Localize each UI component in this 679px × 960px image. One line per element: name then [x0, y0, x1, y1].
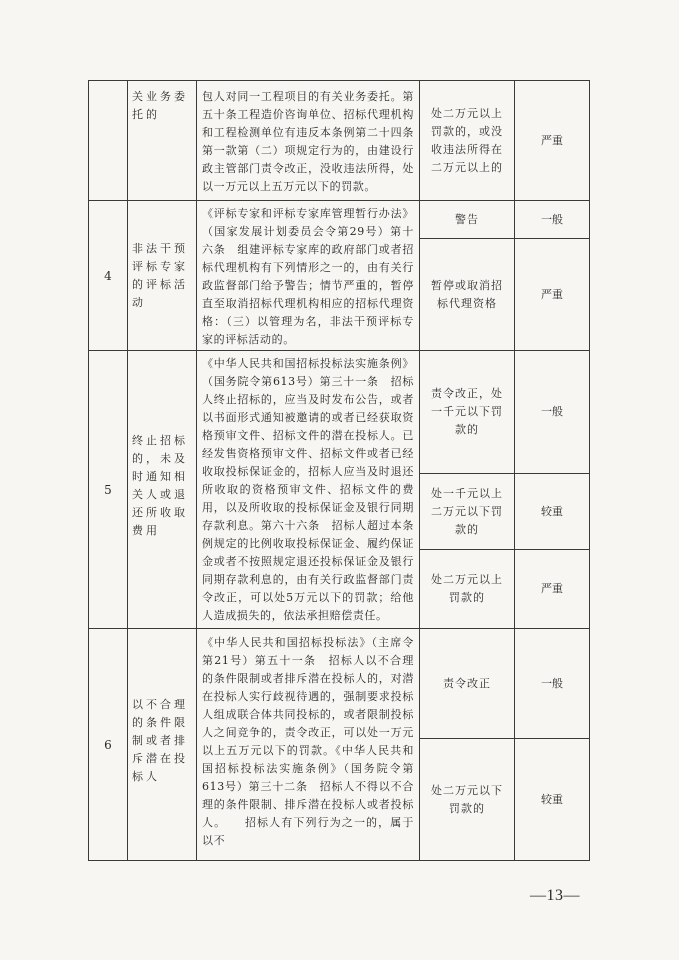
row-number: 4	[104, 268, 112, 283]
severity-level: 严重	[541, 287, 563, 301]
severity-level: 较重	[541, 792, 563, 806]
page-number: —13—	[530, 887, 580, 904]
row-number	[89, 81, 127, 200]
penalty-measure: 暂停或取消招标代理资格	[431, 278, 503, 310]
penalty-measure: 处二万元以下罚款的	[431, 783, 503, 815]
severity-level: 一般	[541, 405, 563, 418]
penalty-measure: 责令改正，处一千元以下罚款的	[431, 387, 503, 436]
penalty-measure: 警告	[455, 212, 479, 226]
penalty-measure: 处一千元以上二万元以下罚款的	[431, 486, 503, 536]
row-number: 6	[104, 737, 112, 752]
legal-basis: 《中华人民共和国招标投标法实施条例》（国务院令第613号）第三十一条 招标人终止招标的，应当及时发布公告，或者以书面形式通知被邀请的或者已经获取资格预审文件、招标文件的潜在投标人。已经发售资格预审文件、招标文件或者已经收取投标保证金的，招标人应当及时退还所收取的资格预审文件、招标文件的费用，以及所收取的投标保证金及银行同期存款利息。第六十六条 招标人超过本条例规定的比例收取投标保证金、履约保证金或者不按照规定退还投标保证金及银行同期存款利息的，由有关行政监督部门责令改正，可以处5万元以下的罚款；给他人造成损失的，依法承担赔偿责任。	[202, 357, 414, 622]
row-number: 5	[104, 482, 112, 497]
severity-level: 一般	[541, 676, 563, 690]
violation-type: 非法干预评标专家的评标活动	[132, 242, 188, 309]
penalty-measure: 处二万元以上罚款的	[431, 573, 503, 604]
severity-level: 严重	[541, 582, 563, 595]
penalty-measure: 责令改正	[443, 676, 491, 690]
legal-basis: 包人对同一工程项目的有关业务委托。第五十条工程造价咨询单位、招标代理机构和工程检测单位有违反本条例第二十四条第一款第（二）项规定行为的，由建设行政主管部门责令改正，没收违法所得，处以一万元以上五万元以下的罚款。	[202, 90, 414, 193]
penalty-measure: 处二万元以上罚款的，或没收违法所得在二万元以上的	[431, 106, 503, 174]
legal-basis: 《中华人民共和国招标投标法》（主席令第21号）第五十一条 招标人以不合理的条件限制或者排斥潜在投标人的，对潜在投标人实行歧视待遇的，强制要求投标人组成联合体共同投标的，或者限制投标人之间竞争的，责令改正，可以处一万元以上五万元以下的罚款。《中华人民共和国招标投标法实施条例》（国务院令第613号）第三十二条 招标人不得以不合理的条件限制、排斥潜在投标人或者投标人。 招标人有下列行为之一的，属于以不	[202, 636, 414, 847]
violation-type: 以不合理的条件限制或者排斥潜在投标人	[132, 698, 188, 783]
severity-level: 较重	[541, 504, 563, 518]
violation-type: 终止招标的，未及时通知相关人或退还所收取费用	[132, 434, 188, 537]
legal-basis: 《评标专家和评标专家库管理暂行办法》（国家发展计划委员会令第29号）第十六条 组建评标专家库的政府部门或者招标代理机构有下列情形之一的，由有关行政监督部门给予警告；情节严重的，暂停直至取消招标代理机构相应的招标代理资格：（三）以管理为名，非法干预评标专家的评标活动的。	[202, 207, 414, 346]
violation-type: 关业务委托的	[132, 90, 188, 121]
severity-level: 一般	[541, 212, 563, 226]
severity-level: 严重	[541, 133, 563, 147]
